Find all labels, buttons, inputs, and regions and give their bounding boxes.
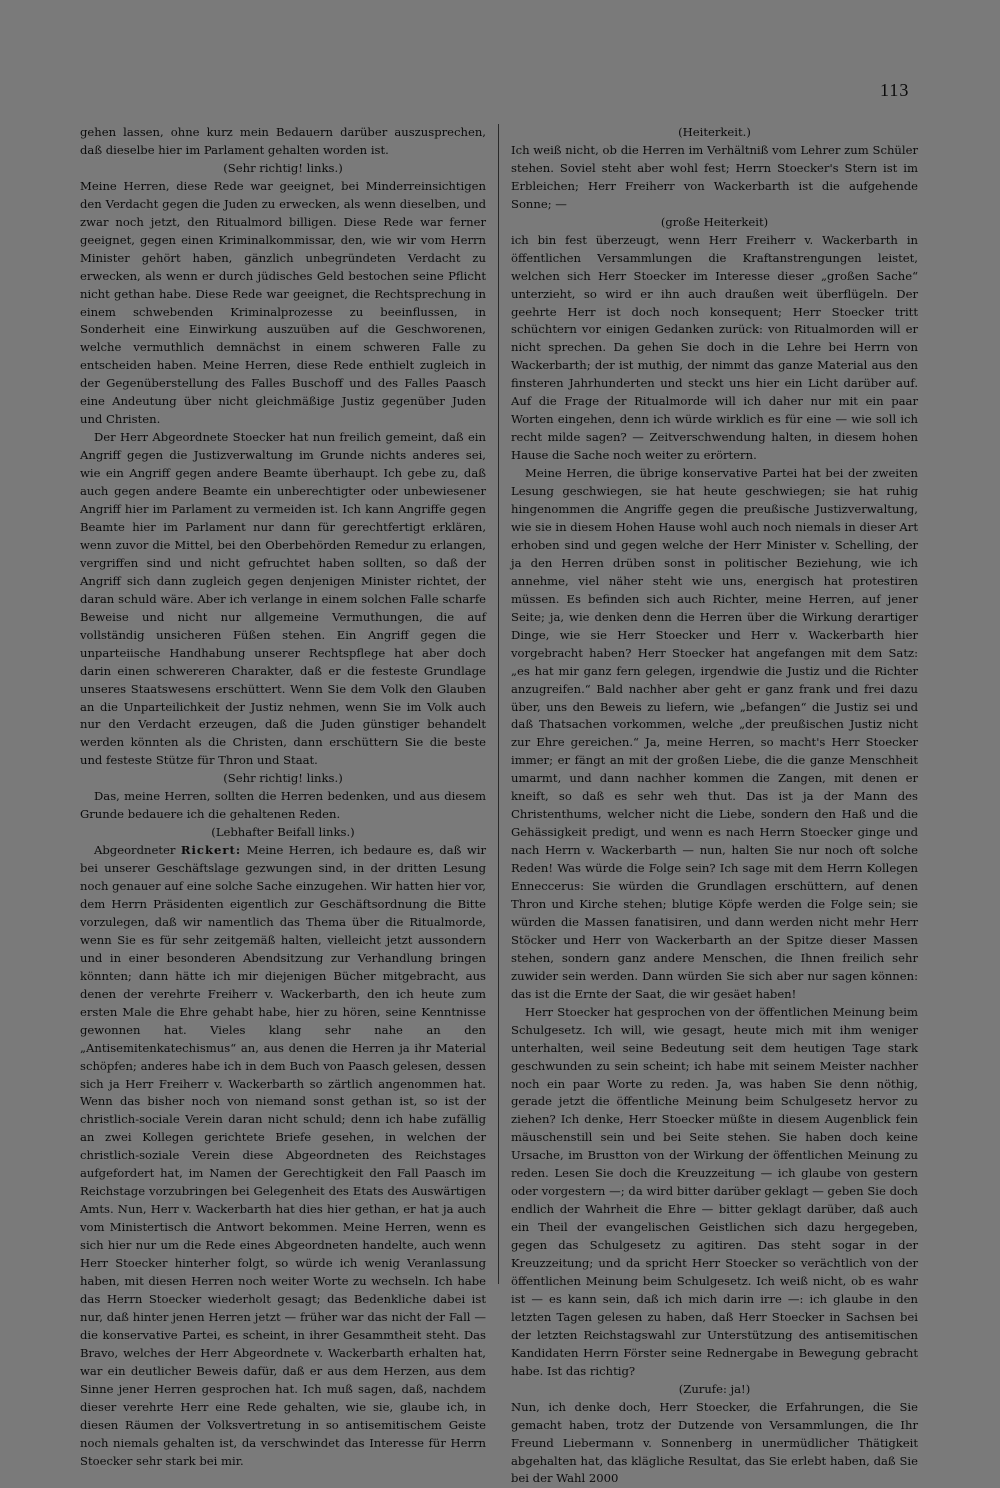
speech-paragraph: Meine Herren, diese Rede war geeignet, bei Minderreinsichtigen den Verdacht gegen die Juden zu erwecken, als wenn dieselben, und zwar noch jetzt, den Ritualmord billigen. Diese Rede war ferner geeignet, gegen einen Kriminalkommissar, den, wie wir vom Herrn Minister gehört haben, gänzlich unbegründeten Verdacht zu erwecken, als wenn er durch jüdisches Geld bestochen seine Pflicht nicht gethan habe. Diese Rede war geeignet, die Rechtsprechung in einem schwebenden Kriminalprozesse zu beeinflussen, in Sonderheit eine Einwirkung auszuüben auf die Geschworenen, welche vermuthlich demnächst in einem schweren Falle zu entscheiden haben. Meine Herren, diese Rede enthielt zugleich in der Gegenüberstellung des Falles Buschoff und des Falles Paasch eine Andeutung über nicht gleichmäßige Justiz gegenüber Juden und Christen. (80, 178, 486, 427)
interjection: (Zurufe: ja!) (678, 1381, 751, 1396)
speaker-title: Abgeordneter (94, 843, 176, 858)
interjection: (Heiterkeit.) (678, 125, 751, 139)
interjection: (Sehr richtig! links.) (223, 771, 343, 786)
speaker-name: Rickert: (180, 843, 242, 858)
speech-paragraph: gehen lassen, ohne kurz mein Bedauern darüber auszusprechen, daß dieselbe hier im Parlament gehalten worden ist. (80, 125, 486, 157)
speech-paragraph: Meine Herren, die übrige konservative Partei hat bei der zweiten Lesung geschwiegen, sie hat heute geschwiegen; sie hat ruhig hingenommen die Angriffe gegen die preußische Justizverwaltung, wie sie in diesem Hohen Hause wohl auch noch niemals in dieser Art erhoben sind und gegen welche der Herr Minister v. Schelling, der ja den Herren drüben sonst in politischer Beziehung, wie ich annehme, viel näher steht wie uns, energisch hat protestiren müssen. Es befinden sich auch Richter, meine Herren, auf jener Seite; ja, wie denken denn die Herren über die Wirkung derartiger Dinge, wie sie Herr Stoecker und Herr v. Wackerbarth hier vorgebracht haben? Herr Stoecker hat angefangen mit dem Satz: „es hat mir ganz fern gelegen, irgendwie die Justiz und die Richter anzugreifen.“ Bald nachher aber geht er ganz frank und frei dazu über, uns den Beweis zu liefern, wie „befangen“ die Justiz sei und daß Thatsachen vorkommen, welche „der preußischen Justiz nicht zur Ehre gereichen.“ Ja, meine Herren, so macht's Herr Stoecker immer; er fängt an mit der großen Liebe, die die ganze Menschheit umarmt, und dann nachher kommen die Zangen, mit denen er kneift, so daß es sehr weh thut. Das ist ja der Mann des Christenthums, welcher nicht die Liebe, sondern den Haß und die Gehässigkeit predigt, und wenn es nach Herrn Stoecker ginge und nach Herrn v. Wackerbarth — nun, halten Sie nur noch oft solche Reden! Was würde die Folge sein? Ich sage mit dem Herrn Kollegen Enneccerus: Sie würden die Grundlagen erschüttern, auf denen Thron und Kirche stehen; blutige Köpfe werden die Folge sein; sie würden die Massen fanatisiren, und dann werden nicht mehr Herr Stöcker und Herr von Wackerbarth an der Spitze dieser Massen stehen, sondern ganz andere Menschen, die Ihnen freilich sehr zuwider sein werden. Dann würden Sie sich aber nur sagen können: das ist die Ernte der Saat, die wir gesäet haben! (511, 466, 918, 1001)
left-column (80, 124, 486, 1470)
interjection: (große Heiterkeit) (660, 214, 769, 229)
speech-text: Meine Herren, ich bedaure es, daß wir bei unserer Geschäftslage gezwungen sind, in der dritten Lesung noch genauer auf eine solche Sache einzugehen. Wir hatten hier vor, dem Herrn Präsidenten eigentlich zur Geschäftsordnung die Bitte vorzulegen, daß wir namentlich das Thema über die Ritualmorde, wenn Sie es für sehr zeitgemäß halten, vielleicht jetzt aussondern und in einer besonderen Abendsitzung zur Verhandlung bringen könnten; dann hätte ich mir diejenigen Bücher mitgebracht, aus denen der verehrte Freiherr v. Wackerbarth, den ich heute zum ersten Male die Ehre gehabt habe, hier zu hören, seine Kenntnisse gewonnen hat. Vieles klang sehr nahe an den „Antisemitenkatechismus“ an, aus denen die Herren ja ihr Material schöpfen; anderes habe ich in dem Buch von Paasch gelesen, dessen sich ja Herr Freiherr v. Wackerbarth so zärtlich angenommen hat. Wenn das bisher noch von niemand sonst gethan ist, so ist der christlich-sociale Verein daran nicht schuld; denn ich habe zufällig an zwei Kollegen gerichtete Briefe gesehen, in welchen der christlich-soziale Verein diese Abgeordneten des Reichstages aufgefordert hat, im Namen der Gerechtigkeit den Fall Paasch im Reichstage vorzubringen bei Gelegenheit des Etats des Auswärtigen Amts. Nun, Herr v. Wackerbarth hat dies hier gethan, er hat ja auch vom Ministertisch die Antwort bekommen. Meine Herren, wenn es sich hier nur um die Rede eines Abgeordneten handelte, auch wenn Herr Stoecker hinterher folgt, so würde ich wenig Veranlassung haben, mit diesen Herren noch weiter Worte zu wechseln. Ich habe das Herrn Stoecker wiederholt gesagt; das Bedenkliche dabei ist nur, daß hinter jenen Herren jetzt — früher war das nicht der Fall — die konservative Partei, es scheint, in ihrer Gesammtheit steht. Das Bravo, welches der Herr Abgeordnete v. Wackerbarth erhalten hat, war ein deutlicher Beweis dafür, daß er aus dem Herzen, aus dem Sinne jener Herren gesprochen hat. Ich muß sagen, daß, nachdem dieser verehrte Herr eine Rede gehalten, wie sie, glaube ich, in diesen Räumen der Volksvertretung in so antisemitischem Geiste noch niemals gehalten ist, da verschwindet das Interesse für Herrn Stoecker sehr stark bei mir. (80, 843, 487, 1468)
speech-paragraph: Das, meine Herren, sollten die Herren bedenken, und aus diesem Grunde bedauere ich die gehaltenen Reden. (80, 789, 486, 822)
speech-paragraph: Herr Stoecker hat gesprochen von der öffentlichen Meinung beim Schulgesetz. Ich will, wie gesagt, heute mich mit ihm weniger unterhalten, weil seine Bedeutung seit dem heutigen Tage stark geschwunden zu sein scheint; ich habe mit seinem Meister nachher noch ein paar Worte zu reden. Ja, was haben Sie denn nöthig, gerade jetzt die öffentliche Meinung beim Schulgesetz hervor zu ziehen? Ich denke, Herr Stoecker müßte in diesem Augenblick fein mäuschenstill sein und bei Seite stehen. Sie haben doch keine Ursache, im Brustton von der Wirkung der öffentlichen Meinung zu reden. Lesen Sie doch die Kreuzzeitung — ich glaube von gestern oder vorgestern —; da wird bitter darüber geklagt — geben Sie doch endlich der Wahrheit die Ehre — bitter geklagt darüber, daß auch ein Theil der evangelischen Geistlichen sich dazu hergegeben, gegen das Schulgesetz zu agitiren. Das steht sogar in der Kreuzzeitung; und da spricht Herr Stoecker so verächtlich von der öffentlichen Meinung beim Schulgesetz. Ich weiß nicht, ob es wahr ist — es kann sein, daß ich mich darin irre —: ich glaube in den letzten Tagen gelesen zu haben, daß Herr Stoecker in Sachsen bei der letzten Reichstagswahl zur Unterstützung des antisemitischen Kandidaten Herrn Förster seine Rednergabe in Bewegung gebracht habe. Ist das richtig? (511, 1004, 918, 1378)
column-divider (498, 124, 499, 1284)
interjection: (Lebhafter Beifall links.) (211, 825, 355, 840)
page-number: 113 (880, 80, 910, 100)
speech-paragraph: Ich weiß nicht, ob die Herren im Verhältniß vom Lehrer zum Schüler stehen. Soviel steht aber wohl fest; Herrn Stoecker's Stern ist im Erbleichen; Herr Freiherr von Wackerbarth ist die aufgehende Sonne; — (511, 142, 918, 211)
speech-paragraph: Nun, ich denke doch, Herr Stoecker, die Erfahrungen, die Sie gemacht haben, trotz der Dutzende von Versammlungen, die Ihr Freund Liebermann v. Sonnenberg in unermüdlicher Thätigkeit abgehalten hat, das klägliche Resultat, das Sie erlebt haben, daß Sie bei der Wahl 2000 (511, 1399, 918, 1486)
speech-paragraph: Der Herr Abgeordnete Stoecker hat nun freilich gemeint, daß ein Angriff gegen die Justizverwaltung im Grunde nichts anderes sei, wie ein Angriff gegen andere Beamte überhaupt. Ich gebe zu, daß auch gegen andere Beamte ein unberechtigter oder unbewiesener Angriff hier im Parlament zu vermeiden ist. Ich kann Angriffe gegen Beamte hier im Parlament nur dann für gerechtfertigt erklären, wenn zuvor die Mittel, bei den Oberbehörden Remedur zu erlangen, vergriffen sind und nicht gefruchtet haben sollten, so daß der Angriff sich dann zugleich gegen denjenigen Minister richtet, der daran schuld wäre. Aber ich verlange in einem solchen Falle scharfe Beweise und nicht nur allgemeine Vermuthungen, die auf vollständig unsicheren Füßen stehen. Ein Angriff gegen die unparteiische Handhabung unserer Rechtspflege hat aber doch darin einen schwereren Charakter, daß er die festeste Grundlage unseres Staatswesens erschüttert. Wenn Sie dem Volk den Glauben an die Unparteilichkeit der Justiz nehmen, wenn Sie im Volk auch nur den Verdacht erzeugen, daß die Juden günstiger behandelt werden könnten als die Christen, dann erschüttern Sie die beste und festeste Stütze für Thron und Staat. (80, 430, 486, 768)
interjection: (Sehr richtig! links.) (223, 160, 343, 175)
right-column (511, 124, 918, 1488)
speech-paragraph: ich bin fest überzeugt, wenn Herr Freiherr v. Wackerbarth in öffentlichen Versammlungen die Kraftanstrengungen leistet, welchen sich Herr Stoecker im Interesse dieser „großen Sache“ unterzieht, so wird er ihn auch draußen weit überflügeln. Der geehrte Herr ist doch noch konsequent; Herr Stoecker tritt schüchtern vor einigen Gedanken zurück: von Ritualmorden will er nicht sprechen. Da gehen Sie doch in die Lehre bei Herrn von Wackerbarth; der ist muthig, der nimmt das ganze Material aus den finsteren Jahrhunderten und steckt uns hier ein Licht darüber auf. Auf die Frage der Ritualmorde will ich daher nur mit ein paar Worten eingehen, denn ich würde wirklich es für eine — wie soll ich recht milde sagen? — Zeitverschwendung halten, in diesem hohen Hause die Sache noch weiter zu erörtern. (511, 232, 918, 463)
speech-paragraph (80, 842, 486, 1470)
